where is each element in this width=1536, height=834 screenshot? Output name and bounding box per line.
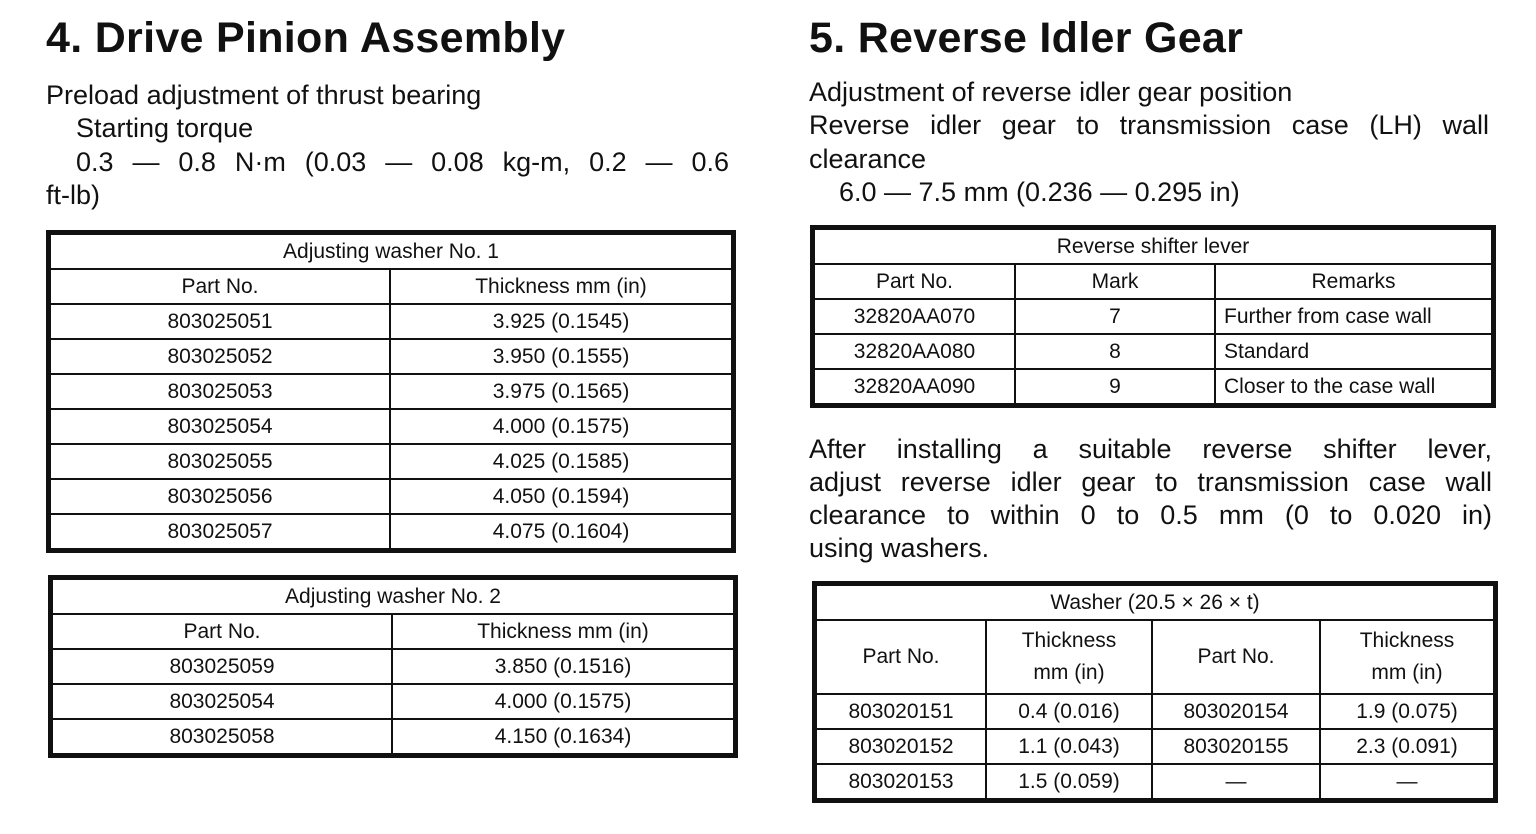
part-number-cell: 803025054 — [52, 684, 392, 719]
idler-position-heading: Adjustment of reverse idler gear position — [809, 77, 1293, 107]
table-row — [814, 334, 1492, 369]
part-number-cell: 803025055 — [50, 444, 390, 479]
table-row — [52, 649, 734, 684]
table-row — [50, 339, 732, 374]
table-row — [50, 374, 732, 409]
thickness-cell: 3.950 (0.1555) — [390, 339, 732, 374]
part-number-cell: 803025059 — [52, 649, 392, 684]
table-caption: Adjusting washer No. 1 — [50, 234, 732, 269]
column-header: Part No. — [816, 620, 986, 694]
part-number-cell: 803020151 — [816, 694, 986, 729]
column-header: Part No. — [1152, 620, 1320, 694]
column-header: Mark — [1015, 264, 1215, 299]
starting-torque-value: 0.3 — 0.8 N·m (0.03 — 0.08 kg-m, 0.2 — 0.6 — [76, 147, 729, 177]
after-install-line-3: clearance to within 0 to 0.5 mm (0 to 0.020 in) — [809, 500, 1492, 530]
table-caption: Reverse shifter lever — [814, 229, 1492, 264]
thickness-cell: 1.5 (0.059) — [986, 764, 1152, 799]
after-install-line-1: After installing a suitable reverse shifter lever, — [809, 434, 1492, 464]
part-number-cell: 32820AA070 — [814, 299, 1015, 334]
thickness-cell: 4.000 (0.1575) — [392, 684, 734, 719]
remarks-cell: Closer to the case wall — [1215, 369, 1492, 404]
part-number-cell: 32820AA090 — [814, 369, 1015, 404]
thickness-cell: 4.075 (0.1604) — [390, 514, 732, 549]
table-row — [814, 369, 1492, 404]
part-number-cell: 32820AA080 — [814, 334, 1015, 369]
column-header: Part No. — [50, 269, 390, 304]
section-title-drive-pinion: 4. Drive Pinion Assembly — [46, 14, 566, 62]
table-row — [50, 409, 732, 444]
part-number-cell: 803025058 — [52, 719, 392, 754]
part-number-cell: 803025051 — [50, 304, 390, 339]
thickness-cell: 4.025 (0.1585) — [390, 444, 732, 479]
part-number-cell: 803025053 — [50, 374, 390, 409]
table-row — [814, 299, 1492, 334]
thickness-cell: 0.4 (0.016) — [986, 694, 1152, 729]
mark-cell: 8 — [1015, 334, 1215, 369]
column-header: Thickness mm (in) — [390, 269, 732, 304]
column-header — [1320, 620, 1494, 694]
thickness-cell: 2.3 (0.091) — [1320, 729, 1494, 764]
column-header: Part No. — [52, 614, 392, 649]
clearance-description-cont: clearance — [809, 144, 927, 174]
reverse-shifter-table — [813, 228, 1493, 405]
starting-torque-label: Starting torque — [76, 113, 254, 143]
table-row — [816, 729, 1494, 764]
thickness-cell: — — [1320, 764, 1494, 799]
washer-table — [815, 584, 1495, 800]
part-number-cell: 803020155 — [1152, 729, 1320, 764]
thickness-cell: 1.1 (0.043) — [986, 729, 1152, 764]
part-number-cell: 803020152 — [816, 729, 986, 764]
remarks-cell: Standard — [1215, 334, 1492, 369]
thickness-cell: 4.150 (0.1634) — [392, 719, 734, 754]
starting-torque-value-cont: ft-lb) — [46, 180, 100, 210]
clearance-description: Reverse idler gear to transmission case (LH) wall — [809, 110, 1489, 140]
clearance-value: 6.0 — 7.5 mm (0.236 — 0.295 in) — [839, 177, 1240, 207]
table-row — [816, 694, 1494, 729]
section-title-reverse-idler: 5. Reverse Idler Gear — [809, 14, 1244, 62]
part-number-cell: — — [1152, 764, 1320, 799]
thickness-cell: 3.850 (0.1516) — [392, 649, 734, 684]
column-header: Remarks — [1215, 264, 1492, 299]
thickness-header-unit: mm (in) — [1371, 661, 1443, 684]
part-number-cell: 803020154 — [1152, 694, 1320, 729]
table-row — [50, 514, 732, 549]
table-row — [52, 719, 734, 754]
part-number-cell: 803020153 — [816, 764, 986, 799]
mark-cell: 7 — [1015, 299, 1215, 334]
thickness-cell: 3.925 (0.1545) — [390, 304, 732, 339]
preload-heading: Preload adjustment of thrust bearing — [46, 80, 482, 110]
table-caption: Adjusting washer No. 2 — [52, 579, 734, 614]
thickness-cell: 4.050 (0.1594) — [390, 479, 732, 514]
part-number-cell: 803025057 — [50, 514, 390, 549]
table-caption: Washer (20.5 × 26 × t) — [816, 585, 1494, 620]
remarks-cell: Further from case wall — [1215, 299, 1492, 334]
after-install-line-4: using washers. — [809, 533, 990, 563]
table-row — [52, 684, 734, 719]
thickness-cell: 1.9 (0.075) — [1320, 694, 1494, 729]
after-install-line-2: adjust reverse idler gear to transmission case wall — [809, 467, 1492, 497]
table-row — [50, 444, 732, 479]
table-row — [50, 304, 732, 339]
thickness-cell: 3.975 (0.1565) — [390, 374, 732, 409]
washer-no1-table — [49, 233, 733, 550]
washer-no2-table — [51, 578, 735, 755]
part-number-cell: 803025054 — [50, 409, 390, 444]
table-row — [50, 479, 732, 514]
table-row — [816, 764, 1494, 799]
part-number-cell: 803025052 — [50, 339, 390, 374]
mark-cell: 9 — [1015, 369, 1215, 404]
thickness-header-line: Thickness — [1359, 629, 1455, 652]
thickness-header-unit: mm (in) — [1033, 661, 1105, 684]
column-header: Thickness mm (in) — [392, 614, 734, 649]
column-header — [986, 620, 1152, 694]
part-number-cell: 803025056 — [50, 479, 390, 514]
thickness-header-line: Thickness — [1021, 629, 1117, 652]
column-header: Part No. — [814, 264, 1015, 299]
thickness-cell: 4.000 (0.1575) — [390, 409, 732, 444]
